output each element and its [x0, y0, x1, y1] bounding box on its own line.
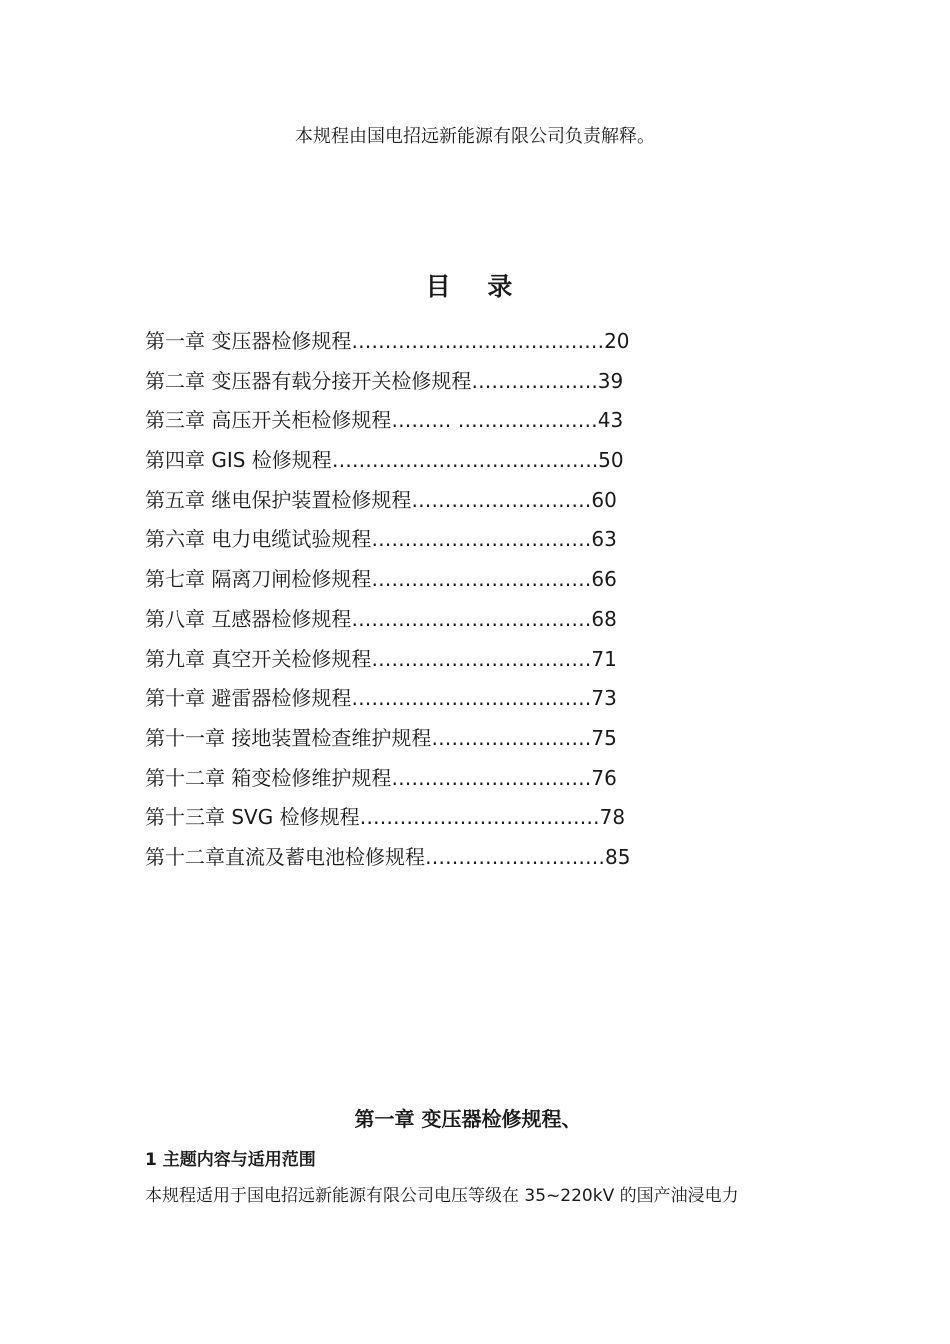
toc-entry: [145, 524, 745, 564]
toc-entry-label: 第十二章直流及蓄电池检修规程: [145, 844, 425, 869]
toc-entry: [145, 723, 745, 763]
toc-entry-leader: ………………………: [425, 844, 605, 869]
toc-entry-label: 第四章 GIS 检修规程: [145, 448, 332, 473]
toc-entry-label: 第七章 隔离刀闸检修规程: [145, 567, 372, 592]
toc-entry-page: 63: [591, 527, 617, 552]
toc-entry-label: 第二章 变压器有载分接开关检修规程: [145, 368, 472, 393]
toc-entry: [145, 683, 745, 723]
toc-entry-label: 第五章 继电保护装置检修规程: [145, 487, 412, 512]
toc-entry-leader: ………………………………: [359, 805, 600, 830]
toc-entry-leader: ………………………: [411, 487, 592, 512]
toc-entry-page: 60: [591, 487, 617, 512]
toc-entry-label: 第十三章 SVG 检修规程: [145, 805, 360, 830]
toc-entry-leader: ……………………………: [371, 527, 592, 552]
toc-entry: [145, 763, 745, 803]
toc-entry-leader: …………………………………: [331, 448, 592, 473]
toc-entry-label: 第十二章 箱变检修维护规程: [145, 765, 392, 790]
toc-entry-page: 75: [591, 725, 617, 750]
toc-entry-leader: ……………………………: [371, 567, 592, 592]
toc-entry: [145, 366, 745, 406]
toc-entry-leader: ………………………………: [351, 686, 592, 711]
toc-entry-leader: ……………..…………………: [351, 329, 605, 353]
toc-entry: [145, 842, 745, 882]
toc-entry-page: 68: [591, 606, 617, 631]
toc-entry: [145, 445, 745, 485]
interpretation-note: 本规程由国电招远新能源有限公司负责解释。: [295, 126, 655, 147]
toc-entry-leader: ……………………………: [371, 646, 592, 671]
toc-entry: [145, 604, 745, 644]
toc-entry: [145, 802, 745, 842]
toc-entry-page: 20: [604, 329, 630, 353]
toc-entry-label: 第十一章 接地装置检查维护规程: [145, 725, 432, 750]
toc-entry: [145, 485, 745, 525]
toc-entry-label: 第三章 高压开关柜检修规程: [145, 408, 392, 433]
toc-entry-page: 76: [591, 765, 617, 790]
toc-entry-leader: ……… …………………: [391, 408, 598, 433]
table-of-contents: [145, 326, 745, 882]
toc-entry-page: .50: [591, 448, 624, 473]
toc-entry-page: 73: [591, 686, 617, 711]
toc-entry-label: 第十章 避雷器检修规程: [145, 686, 352, 711]
toc-entry-leader: …………………………: [391, 765, 592, 790]
toc-entry-label: 第一章 变压器检修规程: [145, 329, 352, 353]
toc-entry-leader: ………………: [471, 368, 592, 393]
toc-entry-page: 85: [605, 844, 631, 869]
toc-title: 目 录: [425, 272, 527, 301]
toc-entry: [145, 564, 745, 604]
toc-entry-label: 第八章 互感器检修规程: [145, 606, 352, 631]
chapter-title: 第一章 变压器检修规程、: [354, 1107, 582, 1131]
toc-entry-page: 66: [591, 567, 617, 592]
toc-entry-page: 43: [597, 408, 624, 433]
toc-entry: [145, 644, 745, 684]
toc-entry-page: 78: [599, 805, 626, 830]
toc-entry-label: 第九章 真空开关检修规程: [145, 646, 372, 671]
toc-entry-page: 71: [591, 646, 617, 671]
toc-entry-page: .39: [591, 368, 624, 393]
toc-entry-leader: ……………………: [431, 725, 592, 750]
toc-entry: [145, 326, 745, 366]
toc-entry-label: 第六章 电力电缆试验规程: [145, 527, 372, 552]
section-heading: 1 主题内容与适用范围: [145, 1150, 316, 1170]
body-paragraph: 本规程适用于国电招远新能源有限公司电压等级在 35~220kV 的国产油浸电力: [145, 1186, 739, 1206]
toc-entry: [145, 405, 745, 445]
toc-entry-leader: ………………………………: [351, 606, 592, 631]
